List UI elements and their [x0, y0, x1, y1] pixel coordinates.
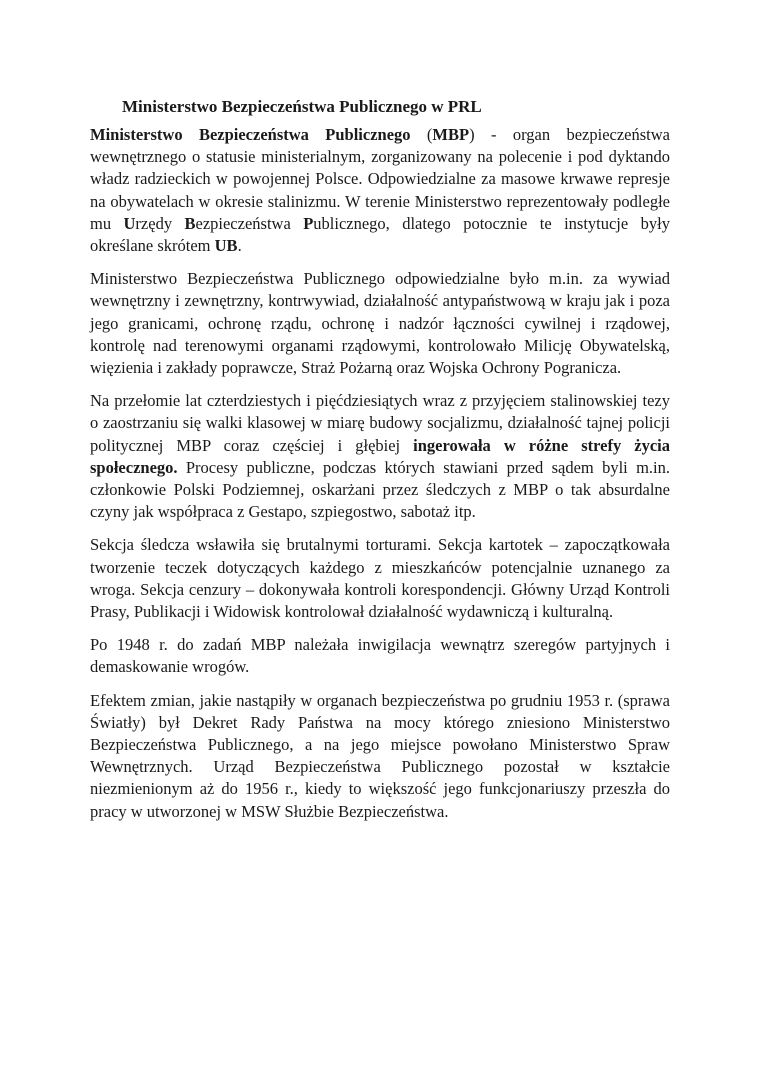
text-run: ) - organ bezpieczeństwa wewnętrznego o statusie ministerialnym, zorganizowany na polecenie i pod dyktando władz radzieckich w powojennej Polsce. Odpowiedzialne za masowe krwawe represje na obywatelach w okresie stalinizmu. W terenie Ministerstwo reprezentowały podległe mu — [90, 125, 670, 233]
paragraph-6 — [90, 690, 670, 823]
document-title: Ministerstwo Bezpieczeństwa Publicznego w PRL — [122, 97, 482, 116]
bold-text: MBP — [432, 125, 470, 144]
text-run: Po 1948 r. do zadań MBP należała inwigilacja wewnątrz szeregów partyjnych i demaskowanie wrogów. — [90, 635, 670, 677]
text-run: rzędy — [135, 213, 185, 233]
paragraph-2 — [90, 268, 670, 379]
paragraph-5 — [90, 634, 670, 678]
paragraph-1 — [90, 124, 670, 257]
text-run: Efektem zmian, jakie nastąpiły w organach bezpieczeństwa po grudniu 1953 r. (sprawa Światły) był Dekret Rady Państwa na mocy którego zniesiono Ministerstwo Bezpieczeństwa Publicznego, a na jego miejsce powołano Ministerstwo Spraw Wewnętrznych. Urząd Bezpieczeństwa Publicznego pozostał w kształcie niezmienionym aż do 1956 r., kiedy to większość jego funkcjonariuszy przeszła do pracy w utworzonej w MSW Służbie Bezpieczeństwa. — [90, 690, 670, 821]
text-run: . — [237, 236, 242, 256]
text-run: ublicznego, dlatego potocznie te instytucje były określane skrótem — [90, 213, 670, 256]
text-run: ( — [410, 125, 433, 144]
document-page — [90, 96, 670, 834]
bold-text: UB — [214, 236, 238, 256]
bold-text: ingerowała w różne strefy życia społecznego. — [90, 435, 670, 477]
text-run: Na przełomie lat czterdziestych i pięćdziesiątych wraz z przyjęciem stalinowskiej tezy o zaostrzaniu się walki klasowej w miarę budowy socjalizmu, działalność tajnej policji politycznej MBP coraz częściej i głębiej — [90, 391, 670, 455]
bold-text: Ministerstwo Bezpieczeństwa Publicznego — [90, 125, 411, 144]
paragraph-3 — [90, 390, 670, 523]
bold-text: B — [184, 213, 196, 233]
text-run: ezpieczeństwa — [195, 213, 304, 233]
bold-text: P — [303, 213, 314, 233]
text-run: Ministerstwo Bezpieczeństwa Publicznego odpowiedzialne było m.in. za wywiad wewnętrzny i zewnętrzny, kontrwywiad, działalność antypaństwową w kraju jak i poza jego granicami, ochronę rządu, ochronę i nadzór łączności cywilnej i rządowej, kontrolę nad terenowymi organami rządowymi, kontrolowało Milicję Obywatelską, więzienia i zakłady poprawcze, Straż Pożarną oraz Wojska Ochrony Pogranicza. — [90, 269, 670, 378]
document-body — [90, 124, 670, 823]
text-run: Sekcja śledcza wsławiła się brutalnymi torturami. Sekcja kartotek – zapoczątkowała tworzenie teczek dotyczących każdego z mieszkańców potencjalnie uznanego za wroga. Sekcja cenzury – dokonywała kontroli korespondencji. Główny Urząd Kontroli Prasy, Publikacji i Widowisk kontrolował działalność wydawniczą i kulturalną. — [90, 535, 670, 622]
paragraph-4 — [90, 534, 670, 623]
text-run: Procesy publiczne, podczas których stawiani przed sądem byli m.in. członkowie Polski Podziemnej, oskarżani przez śledczych z MBP o tak absurdalne czyny jak współpraca z Gestapo, szpiegostwo, sabotaż itp. — [90, 457, 670, 522]
bold-text: U — [123, 213, 136, 233]
